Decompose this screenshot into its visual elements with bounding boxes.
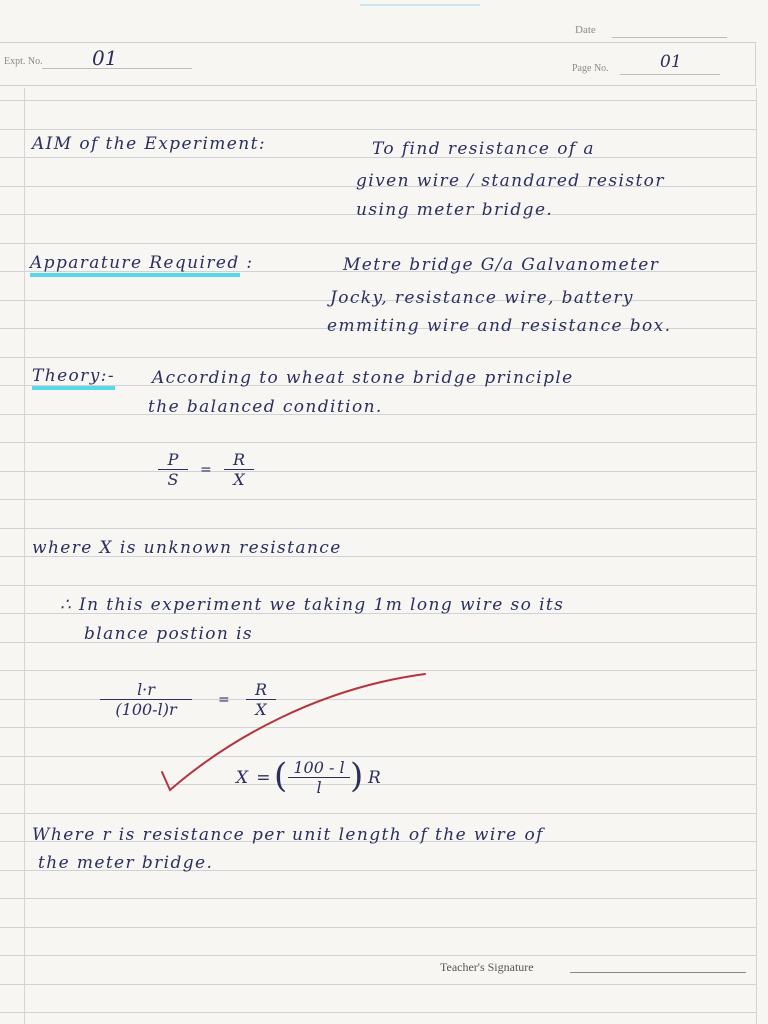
- theory-line-4: blance postion is: [84, 624, 254, 644]
- eq1-lhs-fraction: [158, 450, 188, 489]
- eq2-rhs-den: X: [255, 700, 267, 719]
- ruled-line: [0, 243, 756, 244]
- where-r-line-2: the meter bridge.: [38, 853, 214, 873]
- ruled-line: [0, 813, 756, 814]
- ruled-line: [0, 499, 756, 500]
- ruled-line: [0, 357, 756, 358]
- eq3-rhs: R: [368, 768, 383, 788]
- aim-line-3: using meter bridge.: [356, 200, 554, 220]
- eq2-equals: =: [218, 692, 232, 708]
- eq3-lhs: X =: [236, 768, 272, 788]
- expt-no-value: 01: [92, 46, 118, 70]
- where-unknown-line: where X is unknown resistance: [32, 538, 342, 558]
- teacher-signature-line: [570, 972, 746, 973]
- eq2-lhs-num: l·r: [100, 680, 192, 700]
- ruled-line: [0, 442, 756, 443]
- ruled-line: [0, 129, 756, 130]
- apparatus-colon: :: [246, 253, 254, 273]
- expt-no-label: Expt. No.: [4, 56, 43, 67]
- apparatus-line-1: Metre bridge G/a Galvanometer: [343, 255, 660, 275]
- page-no-label: Page No.: [572, 63, 609, 74]
- eq1-equals: =: [200, 462, 214, 478]
- aim-line-1: To find resistance of a: [372, 139, 595, 159]
- eq1-lhs-den: S: [167, 470, 179, 489]
- page-no-line: [620, 74, 720, 75]
- eq3-num: 100 - l: [288, 758, 350, 778]
- top-accent-rule: [360, 4, 480, 6]
- theory-line-1: According to wheat stone bridge principle: [152, 368, 574, 388]
- ruled-line: [0, 528, 756, 529]
- eq1-lhs-num: P: [158, 450, 188, 470]
- theory-heading-wrap: [32, 366, 115, 386]
- ruled-line: [0, 1012, 756, 1013]
- date-label: Date: [575, 24, 596, 36]
- eq2-lhs-den: (100-l)r: [115, 700, 177, 719]
- theory-line-2: the balanced condition.: [148, 397, 383, 417]
- ruled-line: [0, 100, 756, 101]
- date-field-line: [612, 37, 727, 38]
- eq3-close-paren: ): [350, 756, 365, 796]
- ruled-line: [0, 927, 756, 928]
- theory-line-3: ∴ In this experiment we taking 1m long wire so its: [60, 595, 565, 615]
- ruled-line: [0, 471, 756, 472]
- where-r-line-1: Where r is resistance per unit length of the wire of: [32, 825, 544, 845]
- ruled-line: [0, 898, 756, 899]
- ruled-line: [0, 955, 756, 956]
- eq3-open-paren: (: [274, 756, 289, 796]
- theory-heading: Theory:-: [32, 366, 115, 390]
- apparatus-line-2: Jocky, resistance wire, battery: [330, 288, 634, 308]
- eq1-rhs-den: X: [233, 470, 245, 489]
- eq2-rhs-num: R: [246, 680, 276, 700]
- eq3-den: l: [316, 778, 322, 797]
- ruled-line: [0, 585, 756, 586]
- page-no-value: 01: [660, 52, 682, 72]
- apparatus-line-3: emmiting wire and resistance box.: [327, 316, 672, 336]
- aim-heading: AIM of the Experiment:: [32, 134, 266, 154]
- ruled-line: [0, 984, 756, 985]
- eq1-rhs-num: R: [224, 450, 254, 470]
- check-mark-icon: [150, 668, 440, 798]
- apparatus-heading: Apparature Required: [30, 253, 240, 277]
- teacher-signature-label: Teacher's Signature: [440, 960, 534, 974]
- apparatus-heading-wrap: [30, 253, 254, 273]
- eq1-rhs-fraction: [224, 450, 254, 489]
- aim-line-2: given wire / standared resistor: [356, 171, 665, 191]
